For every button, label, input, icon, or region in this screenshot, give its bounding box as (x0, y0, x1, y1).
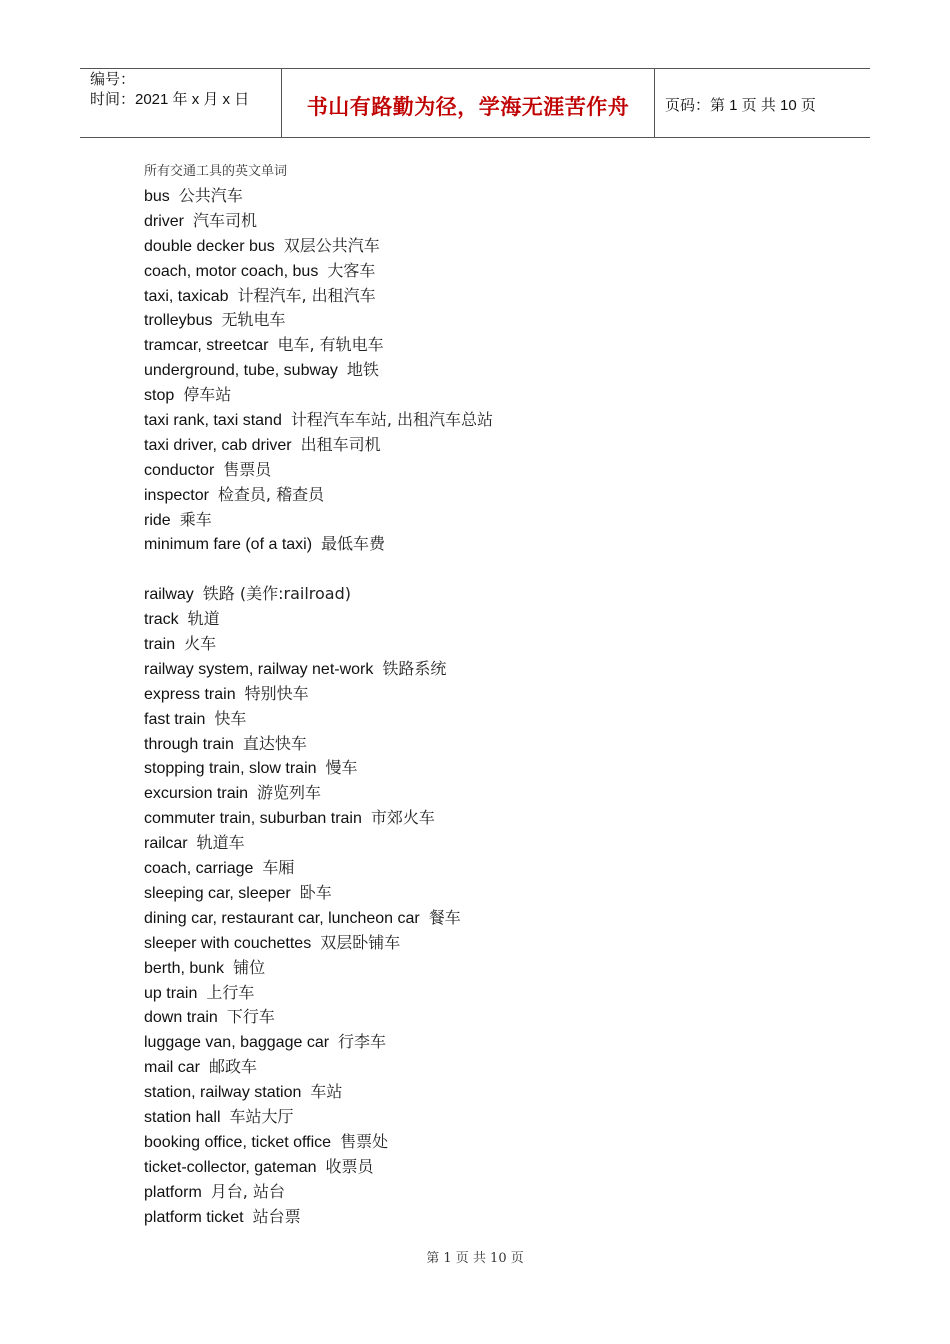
vocab-entry (144, 234, 844, 259)
vocab-entry (144, 358, 844, 383)
vocab-entry (144, 831, 844, 856)
vocab-entry (144, 981, 844, 1006)
vocab-chinese: 下行车 (226, 1007, 275, 1027)
vocab-entry (144, 1005, 844, 1030)
vocab-english: station, railway station (144, 1084, 302, 1102)
code-label: 编号： (90, 71, 136, 88)
vocab-english: inspector (144, 486, 209, 504)
vocab-chinese: 大客车 (327, 260, 376, 280)
vocab-english: dining car, restaurant car, luncheon car (144, 909, 420, 927)
vocab-chinese: 计程汽车车站, 出租汽车总站 (290, 410, 494, 430)
vocab-entry (144, 781, 844, 806)
vocab-english: taxi driver, cab driver (144, 436, 292, 454)
vocab-chinese: 汽车司机 (193, 210, 258, 230)
vocab-chinese: 慢车 (325, 758, 358, 778)
vocab-entry (144, 756, 844, 781)
vocab-entry (144, 508, 844, 533)
vocab-english: excursion train (144, 785, 249, 803)
vocab-entry (144, 333, 844, 358)
vocab-english: ticket-collector, gateman (144, 1158, 317, 1176)
vocab-chinese: 乘车 (179, 509, 212, 529)
vocab-english: stop (144, 387, 175, 405)
vocab-english: bus (144, 188, 170, 205)
vocab-english: train (144, 636, 176, 654)
vocab-english: coach, carriage (144, 860, 254, 878)
vocab-english: commuter train, suburban train (144, 810, 362, 828)
vocab-chinese: 计程汽车, 出租汽车 (237, 285, 376, 305)
time-label: 时间：2021 年 x 月 x 日 (90, 91, 250, 108)
vocab-english: booking office, ticket office (144, 1133, 332, 1151)
vocab-chinese: 邮政车 (209, 1057, 258, 1077)
vocab-entry (144, 906, 844, 931)
vocab-english: stopping train, slow train (144, 760, 317, 778)
vocab-entry (144, 1055, 844, 1080)
vocab-chinese: 收票员 (325, 1156, 374, 1176)
vocab-english: railway (144, 586, 194, 604)
header-meta-cell (80, 69, 282, 137)
vocab-entry (144, 1080, 844, 1105)
vocab-entry (144, 582, 844, 607)
vocab-english: taxi, taxicab (144, 287, 229, 305)
vocab-entry (144, 458, 844, 483)
page-info: 页码：第 1 页 共 10 页 (665, 97, 816, 114)
document-title: 所有交通工具的英文单词 (144, 164, 288, 179)
vocab-english: coach, motor coach, bus (144, 262, 319, 280)
page-footer: 第 1 页 共 10 页 (426, 1251, 524, 1266)
vocab-english: railway system, railway net-work (144, 660, 374, 678)
vocab-english: sleeping car, sleeper (144, 884, 291, 902)
vocab-chinese: 停车站 (183, 385, 232, 405)
vocab-entry (144, 383, 844, 408)
vocab-chinese: 检查员, 稽查员 (217, 484, 325, 504)
vocab-entry (144, 806, 844, 831)
vocab-entry (144, 1155, 844, 1180)
vocab-entry (144, 433, 844, 458)
vocab-entry (144, 881, 844, 906)
vocab-chinese: 地铁 (346, 360, 379, 380)
vocab-entry (144, 532, 844, 557)
page-header (80, 68, 870, 138)
vocab-chinese: 双层卧铺车 (320, 932, 401, 952)
vocab-chinese: 月台, 站台 (210, 1181, 285, 1201)
vocab-entry (144, 1180, 844, 1205)
vocab-entry (144, 707, 844, 732)
vocab-entry (144, 209, 844, 234)
vocab-chinese: 铺位 (233, 957, 266, 977)
vocab-chinese: 售票处 (340, 1131, 389, 1151)
vocab-entry (144, 408, 844, 433)
motto: 书山有路勤为径，学海无涯苦作舟 (306, 96, 630, 119)
vocab-section-road (144, 184, 844, 557)
vocab-chinese: 铁路系统 (382, 658, 447, 678)
vocab-entry (144, 284, 844, 309)
vocab-entry (144, 856, 844, 881)
vocab-entry (144, 607, 844, 632)
vocab-english: platform (144, 1183, 202, 1201)
vocab-entry (144, 483, 844, 508)
vocab-entry (144, 657, 844, 682)
vocab-english: fast train (144, 710, 206, 728)
vocab-entry (144, 682, 844, 707)
vocab-section-rail (144, 582, 844, 1229)
vocab-chinese: 车站 (310, 1082, 343, 1102)
vocab-chinese: 上行车 (206, 982, 255, 1002)
vocab-english: platform ticket (144, 1208, 244, 1226)
header-page-cell (655, 69, 870, 137)
vocab-entry (144, 931, 844, 956)
vocab-english: mail car (144, 1059, 201, 1077)
vocab-chinese: 快车 (214, 708, 247, 728)
vocab-chinese: 公共汽车 (178, 186, 243, 205)
vocab-english: driver (144, 212, 185, 230)
vocab-chinese: 售票员 (223, 459, 272, 479)
vocab-english: ride (144, 511, 171, 529)
vocab-chinese: 特别快车 (244, 683, 309, 703)
vocab-chinese: 轨道 (187, 609, 220, 629)
vocab-english: berth, bunk (144, 959, 225, 977)
vocab-english: luggage van, baggage car (144, 1034, 330, 1052)
vocab-english: station hall (144, 1108, 221, 1126)
vocab-entry (144, 1130, 844, 1155)
vocab-chinese: 直达快车 (242, 733, 307, 753)
vocab-english: tramcar, streetcar (144, 337, 269, 355)
vocab-chinese: 火车 (184, 634, 217, 654)
vocab-chinese: 车站大厅 (229, 1106, 294, 1126)
vocab-chinese: 行李车 (338, 1032, 387, 1052)
vocab-entry (144, 632, 844, 657)
vocab-english: sleeper with couchettes (144, 934, 312, 952)
vocab-chinese: 最低车费 (321, 534, 386, 554)
vocab-chinese: 市郊火车 (370, 808, 435, 828)
vocab-entry (144, 956, 844, 981)
vocab-chinese: 双层公共汽车 (283, 235, 380, 255)
document-body (144, 160, 844, 1229)
vocab-chinese: 站台票 (252, 1206, 301, 1226)
vocab-english: taxi rank, taxi stand (144, 412, 282, 430)
vocab-chinese: 电车, 有轨电车 (277, 335, 384, 355)
vocab-chinese: 轨道车 (196, 833, 245, 853)
vocab-chinese: 卧车 (299, 882, 332, 902)
vocab-entry (144, 1105, 844, 1130)
vocab-chinese: 车厢 (262, 858, 295, 878)
vocab-entry (144, 184, 844, 209)
vocab-entry (144, 1030, 844, 1055)
vocab-chinese: 游览列车 (257, 783, 322, 803)
header-motto-cell (282, 69, 655, 137)
vocab-entry (144, 308, 844, 333)
vocab-english: up train (144, 984, 198, 1002)
vocab-english: underground, tube, subway (144, 362, 338, 380)
vocab-english: down train (144, 1009, 218, 1027)
vocab-english: railcar (144, 835, 188, 853)
vocab-english: conductor (144, 461, 215, 479)
vocab-english: express train (144, 685, 236, 703)
vocab-english: track (144, 611, 179, 629)
vocab-english: trolleybus (144, 312, 213, 330)
vocab-chinese: 铁路 (美作:railroad) (202, 584, 352, 604)
vocab-english: double decker bus (144, 237, 275, 255)
vocab-entry (144, 259, 844, 284)
vocab-chinese: 无轨电车 (221, 310, 286, 330)
vocab-entry (144, 1205, 844, 1230)
vocab-english: through train (144, 735, 234, 753)
vocab-chinese: 餐车 (428, 907, 461, 927)
section-gap (144, 557, 844, 582)
vocab-chinese: 出租车司机 (300, 434, 381, 454)
vocab-english: minimum fare (of a taxi) (144, 536, 313, 554)
vocab-entry (144, 732, 844, 757)
